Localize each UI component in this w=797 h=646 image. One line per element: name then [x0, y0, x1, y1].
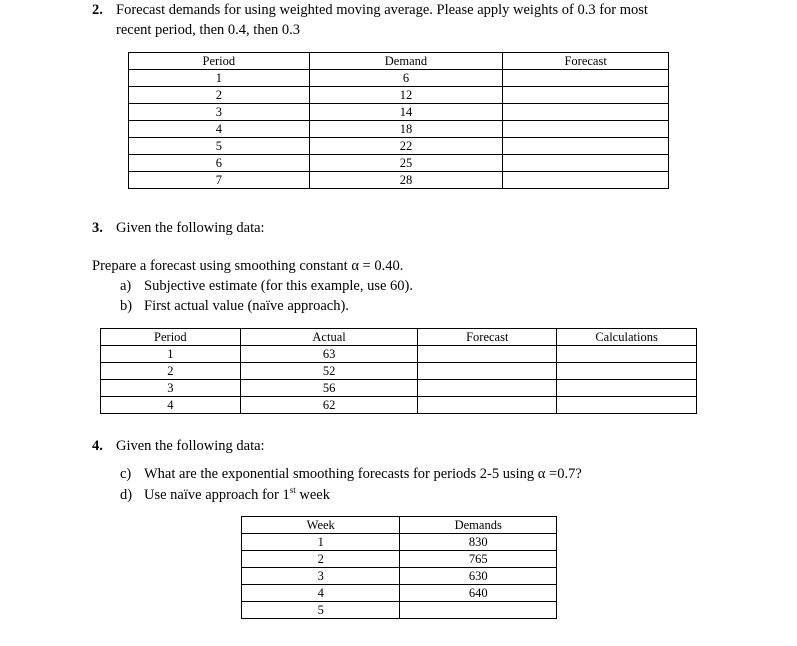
- table-row: [242, 534, 557, 551]
- q3-table: [100, 328, 697, 414]
- q4-item-d-label: d): [120, 487, 133, 503]
- q2-header-period: Period: [129, 53, 310, 70]
- q4-item-d-text: [144, 487, 330, 504]
- q2-number: 2.: [92, 2, 103, 18]
- q3-period-cell: 4: [101, 397, 241, 414]
- q3-item-a-label: a): [120, 278, 132, 294]
- q3-header-calculations: Calculations: [557, 329, 697, 346]
- q3-item-b-text: First actual value (naïve approach).: [144, 298, 349, 314]
- q4-table: [241, 516, 557, 619]
- q3-period-cell: 2: [101, 363, 241, 380]
- q3-item-b-label: b): [120, 298, 133, 314]
- q3-actual-cell: 63: [240, 346, 418, 363]
- q4-demands-cell: 630: [400, 568, 557, 585]
- q3-period-cell: 1: [101, 346, 241, 363]
- table-row: [129, 138, 669, 155]
- q2-demand-cell: 18: [309, 121, 503, 138]
- q3-calculations-cell: [557, 397, 697, 414]
- q2-prompt-line1: Forecast demands for using weighted moving average. Please apply weights of 0.3 for most: [116, 2, 648, 18]
- q4-demands-cell: 640: [400, 585, 557, 602]
- q2-period-cell: 2: [129, 87, 310, 104]
- q3-prepare: Prepare a forecast using smoothing constant α = 0.40.: [92, 258, 404, 274]
- q2-header-demand: Demand: [309, 53, 503, 70]
- q2-period-cell: 7: [129, 172, 310, 189]
- q2-period-cell: 5: [129, 138, 310, 155]
- q4-intro: Given the following data:: [116, 438, 265, 454]
- q4-number: 4.: [92, 438, 103, 454]
- q3-intro: Given the following data:: [116, 220, 265, 236]
- table-row: [129, 155, 669, 172]
- q4-item-d-text-after: week: [295, 487, 330, 503]
- q4-week-cell: 4: [242, 585, 400, 602]
- q4-demands-cell: 765: [400, 551, 557, 568]
- q4-week-cell: 2: [242, 551, 400, 568]
- q2-forecast-cell: [503, 104, 669, 121]
- q3-calculations-cell: [557, 380, 697, 397]
- q4-week-cell: 1: [242, 534, 400, 551]
- q3-forecast-cell: [418, 363, 557, 380]
- q2-demand-cell: 25: [309, 155, 503, 172]
- q2-table: [128, 52, 669, 189]
- q4-week-cell: 5: [242, 602, 400, 619]
- q2-prompt-line2: recent period, then 0.4, then 0.3: [116, 22, 301, 38]
- q2-demand-cell: 14: [309, 104, 503, 121]
- q2-period-cell: 6: [129, 155, 310, 172]
- q4-demands-cell: 830: [400, 534, 557, 551]
- q3-actual-cell: 62: [240, 397, 418, 414]
- q2-demand-cell: 28: [309, 172, 503, 189]
- q3-forecast-cell: [418, 397, 557, 414]
- q2-forecast-cell: [503, 138, 669, 155]
- q2-forecast-cell: [503, 121, 669, 138]
- table-row: [242, 551, 557, 568]
- q4-item-d-sup: st: [289, 485, 296, 496]
- q3-forecast-cell: [418, 346, 557, 363]
- q3-actual-cell: 56: [240, 380, 418, 397]
- q3-item-a-text: Subjective estimate (for this example, use 60).: [144, 278, 413, 294]
- table-row: [101, 363, 697, 380]
- q2-forecast-cell: [503, 87, 669, 104]
- table-row: [101, 397, 697, 414]
- table-row: [101, 380, 697, 397]
- q2-forecast-cell: [503, 172, 669, 189]
- q4-item-d-text-before: Use naïve approach for 1: [144, 487, 290, 503]
- q4-item-c-label: c): [120, 466, 132, 482]
- table-row: [101, 346, 697, 363]
- table-row: [129, 104, 669, 121]
- q2-period-cell: 1: [129, 70, 310, 87]
- q4-demands-cell: [400, 602, 557, 619]
- table-row: [129, 172, 669, 189]
- table-row: [242, 602, 557, 619]
- q3-header-forecast: Forecast: [418, 329, 557, 346]
- table-row: [129, 87, 669, 104]
- table-row: [242, 568, 557, 585]
- q3-header-period: Period: [101, 329, 241, 346]
- q4-header-demands: Demands: [400, 517, 557, 534]
- q2-period-cell: 4: [129, 121, 310, 138]
- q2-demand-cell: 6: [309, 70, 503, 87]
- q2-demand-cell: 12: [309, 87, 503, 104]
- q3-forecast-cell: [418, 380, 557, 397]
- table-row: [129, 121, 669, 138]
- q3-calculations-cell: [557, 346, 697, 363]
- q3-period-cell: 3: [101, 380, 241, 397]
- q2-period-cell: 3: [129, 104, 310, 121]
- q3-number: 3.: [92, 220, 103, 236]
- q3-actual-cell: 52: [240, 363, 418, 380]
- q2-demand-cell: 22: [309, 138, 503, 155]
- q2-forecast-cell: [503, 70, 669, 87]
- q2-header-forecast: Forecast: [503, 53, 669, 70]
- q4-header-week: Week: [242, 517, 400, 534]
- q2-forecast-cell: [503, 155, 669, 172]
- table-row: [129, 70, 669, 87]
- q3-calculations-cell: [557, 363, 697, 380]
- table-row: [242, 585, 557, 602]
- q4-item-c-text: What are the exponential smoothing forecasts for periods 2-5 using α =0.7?: [144, 466, 582, 482]
- q3-header-actual: Actual: [240, 329, 418, 346]
- q4-week-cell: 3: [242, 568, 400, 585]
